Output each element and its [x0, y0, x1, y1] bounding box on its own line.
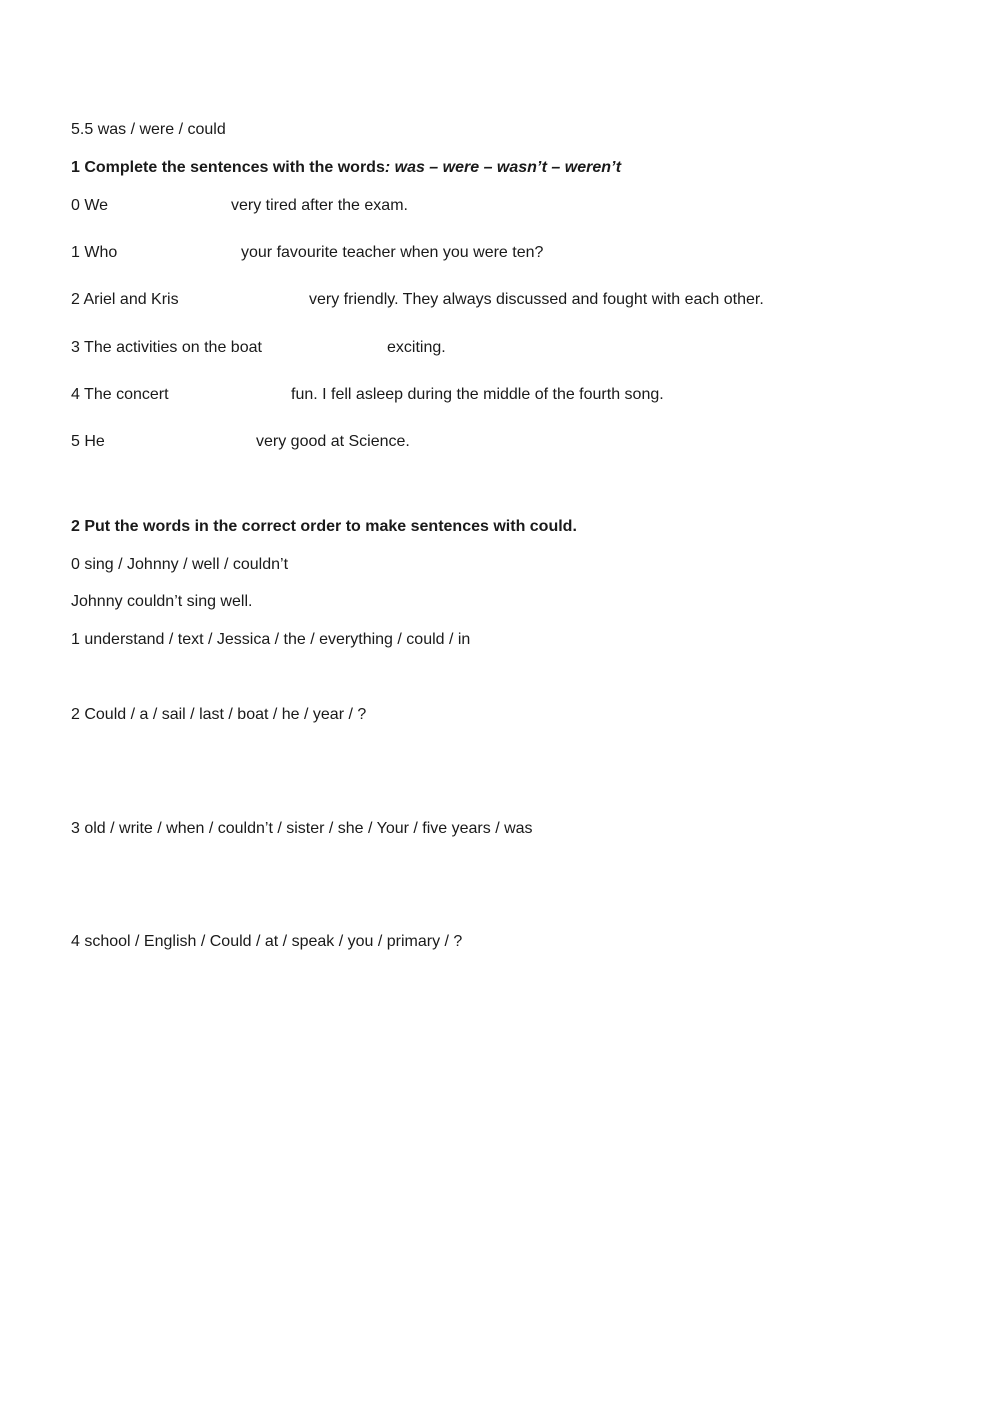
item-continuation: fun. I fell asleep during the middle of the fourth song.: [291, 386, 664, 403]
exercise-2-example-answer: Johnny couldn’t sing well.: [71, 593, 253, 610]
item-continuation: very good at Science.: [256, 433, 410, 450]
item-prompt: 1 Who: [71, 244, 118, 261]
item-continuation: very friendly. They always discussed and fought with each other.: [309, 291, 764, 308]
exercise-1-word-list: : was – were – wasn’t – weren’t: [384, 159, 622, 176]
item-prompt: 4 The concert: [71, 386, 169, 403]
item-prompt: 5 He: [71, 433, 105, 450]
item-prompt: 3 The activities on the boat: [71, 339, 262, 356]
exercise-2-item: 3 old / write / when / couldn’t / sister / she / Your / five years / was: [71, 820, 533, 837]
item-prompt: 0 We: [71, 197, 109, 214]
item-continuation: exciting.: [387, 339, 446, 356]
exercise-1-instruction-text: 1 Complete the sentences with the words: [71, 159, 385, 176]
exercise-2-instruction: 2 Put the words in the correct order to make sentences with could.: [71, 518, 577, 535]
exercise-2-item: 4 school / English / Could / at / speak / you / primary / ?: [71, 933, 463, 950]
exercise-1-instruction: [71, 158, 621, 178]
item-prompt: 2 Ariel and Kris: [71, 291, 179, 308]
exercise-2-item: 1 understand / text / Jessica / the / everything / could / in: [71, 631, 471, 648]
worksheet-heading: 5.5 was / were / could: [71, 121, 226, 138]
item-continuation: your favourite teacher when you were ten?: [241, 244, 544, 261]
exercise-2-example-prompt: 0 sing / Johnny / well / couldn’t: [71, 556, 289, 573]
exercise-2-item: 2 Could / a / sail / last / boat / he / year / ?: [71, 706, 367, 723]
item-continuation: very tired after the exam.: [231, 197, 408, 214]
